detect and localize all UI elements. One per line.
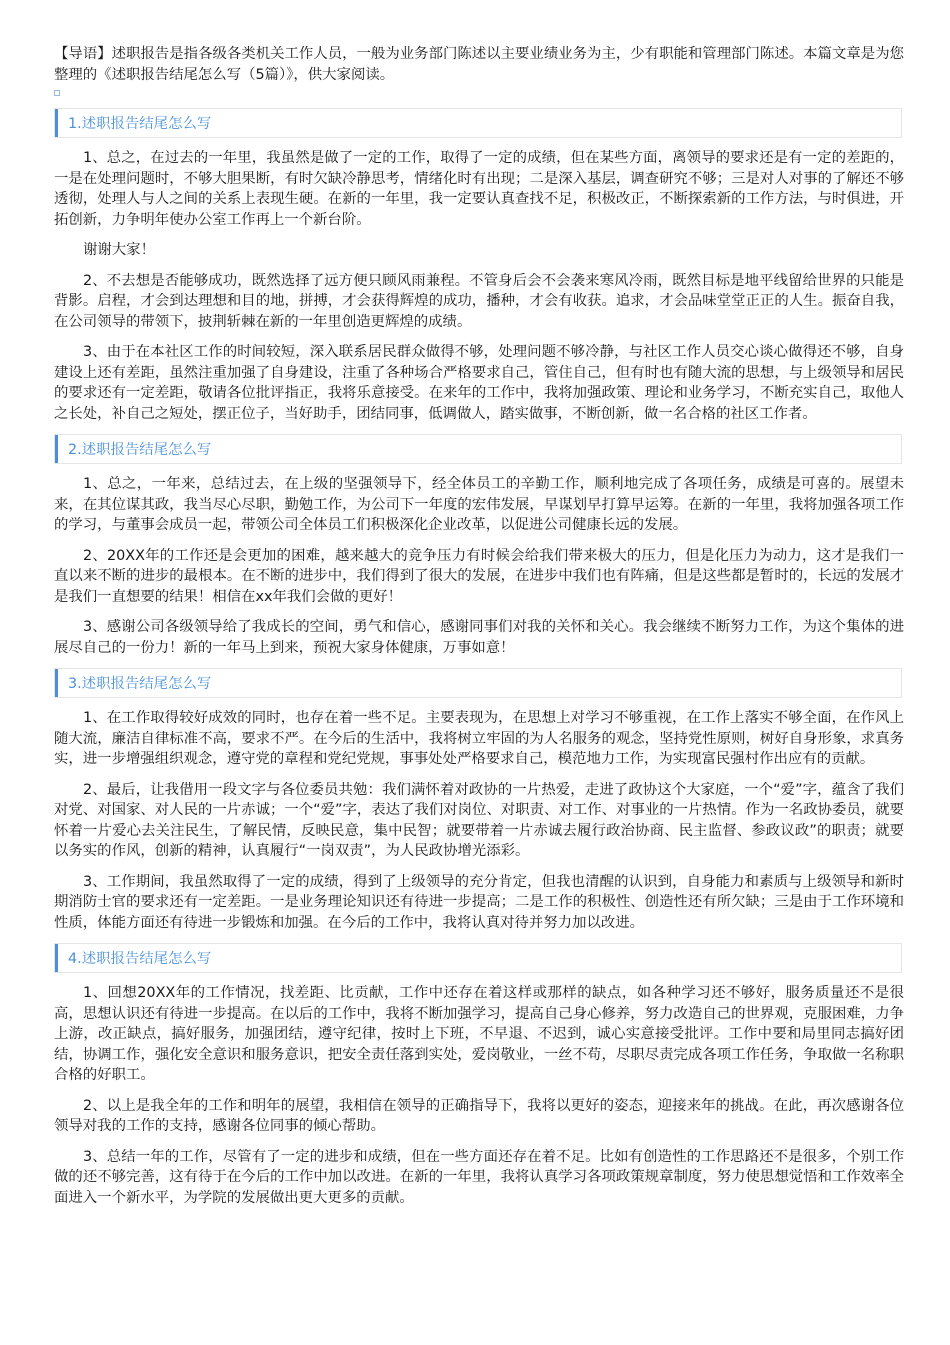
section-title: 4.述职报告结尾怎么写 xyxy=(68,951,212,967)
heading-accent-bar xyxy=(55,944,58,972)
paragraph: 1、在工作取得较好成效的同时，也存在着一些不足。主要表现为，在思想上对学习不够重视，在工作上落实不够全面，在作风上随大流，廉洁自律标准不高，要求不严。在今后的生活中，我将树立牢固的为人名服务的观念，坚持党性原则，树好自身形象，求真务实，进一步增强组织观念，遵守党的章程和党纪党规，事事处处严格要求自己，模范地力工作，为实现富民强村作出应有的贡献。 xyxy=(54,710,904,767)
paragraph: 3、工作期间，我虽然取得了一定的成绩，得到了上级领导的充分肯定，但我也清醒的认识到，自身能力和素质与上级领导和新时期消防士官的要求还有一定差距。一是业务理论知识还有待进一步提高；二是工作的积极性、创造性还有所欠缺；三是由于工作环境和性质，体能方面还有待进一步锻炼和加强。在今后的工作中，我将认真对待并努力加以改进。 xyxy=(54,873,904,931)
article-section xyxy=(54,668,904,933)
paragraph: 谢谢大家！ xyxy=(83,242,155,258)
article-section xyxy=(54,108,904,424)
paragraph: 2、以上是我全年的工作和明年的展望，我相信在领导的正确指导下，我将以更好的姿态，迎接来年的挑战。在此，再次感谢各位领导对我的工作的支持，感谢各位同事的倾心帮助。 xyxy=(54,1097,904,1134)
section-title: 1.述职报告结尾怎么写 xyxy=(68,116,212,132)
section-heading xyxy=(54,108,902,138)
paragraph: 3、感谢公司各级领导给了我成长的空间，勇气和信心，感谢同事们对我的关怀和关心。我会继续不断努力工作，为这个集体的进展尽自己的一份力！新的一年马上到来，预祝大家身体健康，万事如意！ xyxy=(54,619,904,656)
sections-container xyxy=(54,108,904,1208)
heading-accent-bar xyxy=(55,669,58,697)
section-heading xyxy=(54,943,902,973)
section-heading xyxy=(54,668,902,698)
paragraph: 1、回想20XX年的工作情况，找差距、比贡献，工作中还存在着这样或那样的缺点，如各种学习还不够好，服务质量还不是很高，思想认识还有待进一步提高。在以后的工作中，我将不断加强学习，提高自己身心修养，努力改造自己的世界观，克服困难，力争上游，改正缺点，搞好服务，加强团结，遵守纪律，按时上下班，不早退、不迟到，诚心实意接受批评。工作中要和局里同志搞好团结，协调工作，强化安全意识和服务意识，把安全责任落到实处，爱岗敬业，一丝不苟，尽职尽责完成各项工作任务，争取做一名称职合格的好职工。 xyxy=(54,985,904,1083)
paragraph: 3、由于在本社区工作的时间较短，深入联系居民群众做得不够，处理问题不够冷静，与社区工作人员交心谈心做得还不够，自身建设上还有差距，虽然注重加强了自身建设，注重了各种场合严格要求自己，管住自己，但有时也有随大流的思想，与上级领导和居民的要求还有一定差距，敬请各位批评指正，我将乐意接受。在来年的工作中，我将加强政策、理论和业务学习，不断充实自己，取他人之长处，补自己之短处，摆正位子，当好助手，团结同事，低调做人，踏实做事，不断创新，做一名合格的社区工作者。 xyxy=(54,344,904,422)
section-title: 3.述职报告结尾怎么写 xyxy=(68,676,212,692)
heading-accent-bar xyxy=(55,109,58,137)
paragraph: 3、总结一年的工作，尽管有了一定的进步和成绩，但在一些方面还存在着不足。比如有创造性的工作思路还不是很多，个别工作做的还不够完善，这有待于在今后的工作中加以改进。在新的一年里，我将认真学习各项政策规章制度，努力使思想觉悟和工作效率全面进入一个新水平，为学院的发展做出更大更多的贡献。 xyxy=(54,1148,904,1206)
image-placeholder-icon xyxy=(54,90,60,96)
article-section xyxy=(54,943,904,1208)
paragraph: 2、不去想是否能够成功，既然选择了远方便只顾风雨兼程。不管身后会不会袭来寒风冷雨，既然目标是地平线留给世界的只能是背影。启程，才会到达理想和目的地，拼搏，才会获得辉煌的成功，播种，才会有收获。追求，才会品味堂堂正正的人生。振奋自我，在公司领导的带领下，披荆斩棘在新的一年里创造更辉煌的成绩。 xyxy=(54,272,904,330)
intro-text: 【导语】述职报告是指各级各类机关工作人员，一般为业务部门陈述以主要业绩业务为主，少有职能和管理部门陈述。本篇文章是为您整理的《述职报告结尾怎么写（5篇）》，供大家阅读。 xyxy=(54,46,904,83)
paragraph: 1、总之，在过去的一年里，我虽然是做了一定的工作，取得了一定的成绩，但在某些方面，离领导的要求还是有一定的差距的，一是在处理问题时，不够大胆果断，有时欠缺冷静思考，情绪化时有出现；二是深入基层，调查研究不够；三是对人对事的了解还不够透彻，处理人与人之间的关系上表现生硬。在新的一年里，我一定要认真查找不足，积极改正，不断探索新的工作方法，与时俱进，开拓创新，力争明年使办公室工作再上一个新台阶。 xyxy=(54,150,904,228)
section-title: 2.述职报告结尾怎么写 xyxy=(68,442,212,458)
section-heading xyxy=(54,434,902,464)
paragraph: 2、20XX年的工作还是会更加的困难，越来越大的竞争压力有时候会给我们带来极大的压力，但是化压力为动力，这才是我们一直以来不断的进步的最根本。在不断的进步中，我们得到了很大的发展，在进步中我们也有阵痛，但是这些都是暂时的，长远的发展才是我们一直想要的结果！相信在xx年我们会做的更好！ xyxy=(54,547,904,605)
article-section xyxy=(54,434,904,658)
paragraph: 2、最后，让我借用一段文字与各位委员共勉：我们满怀着对政协的一片热爱，走进了政协这个大家庭，一个“爱”字，蕴含了我们对党、对国家、对人民的一片赤诚；一个“爱”字，表达了我们对岗位、对职责、对工作、对事业的一片热情。作为一名政协委员，就要怀着一片爱心去关注民生，了解民情，反映民意，集中民智；就要带着一片赤诚去履行政治协商、民主监督、参政议政”的职责；就要以务实的作风，创新的精神，认真履行“一岗双责”，为人民政协增光添彩。 xyxy=(54,781,904,859)
heading-accent-bar xyxy=(55,435,58,463)
paragraph: 1、总之，一年来，总结过去，在上级的坚强领导下，经全体员工的辛勤工作，顺利地完成了各项任务，成绩是可喜的。展望未来，在其位谋其政，我当尽心尽职，勤勉工作，为公司下一年度的宏伟发展，早谋划早打算早运筹。在新的一年里，我将加强各项工作的学习，与董事会成员一起，带领公司全体员工们积极深化企业改革，以促进公司健康长远的发展。 xyxy=(54,476,904,533)
